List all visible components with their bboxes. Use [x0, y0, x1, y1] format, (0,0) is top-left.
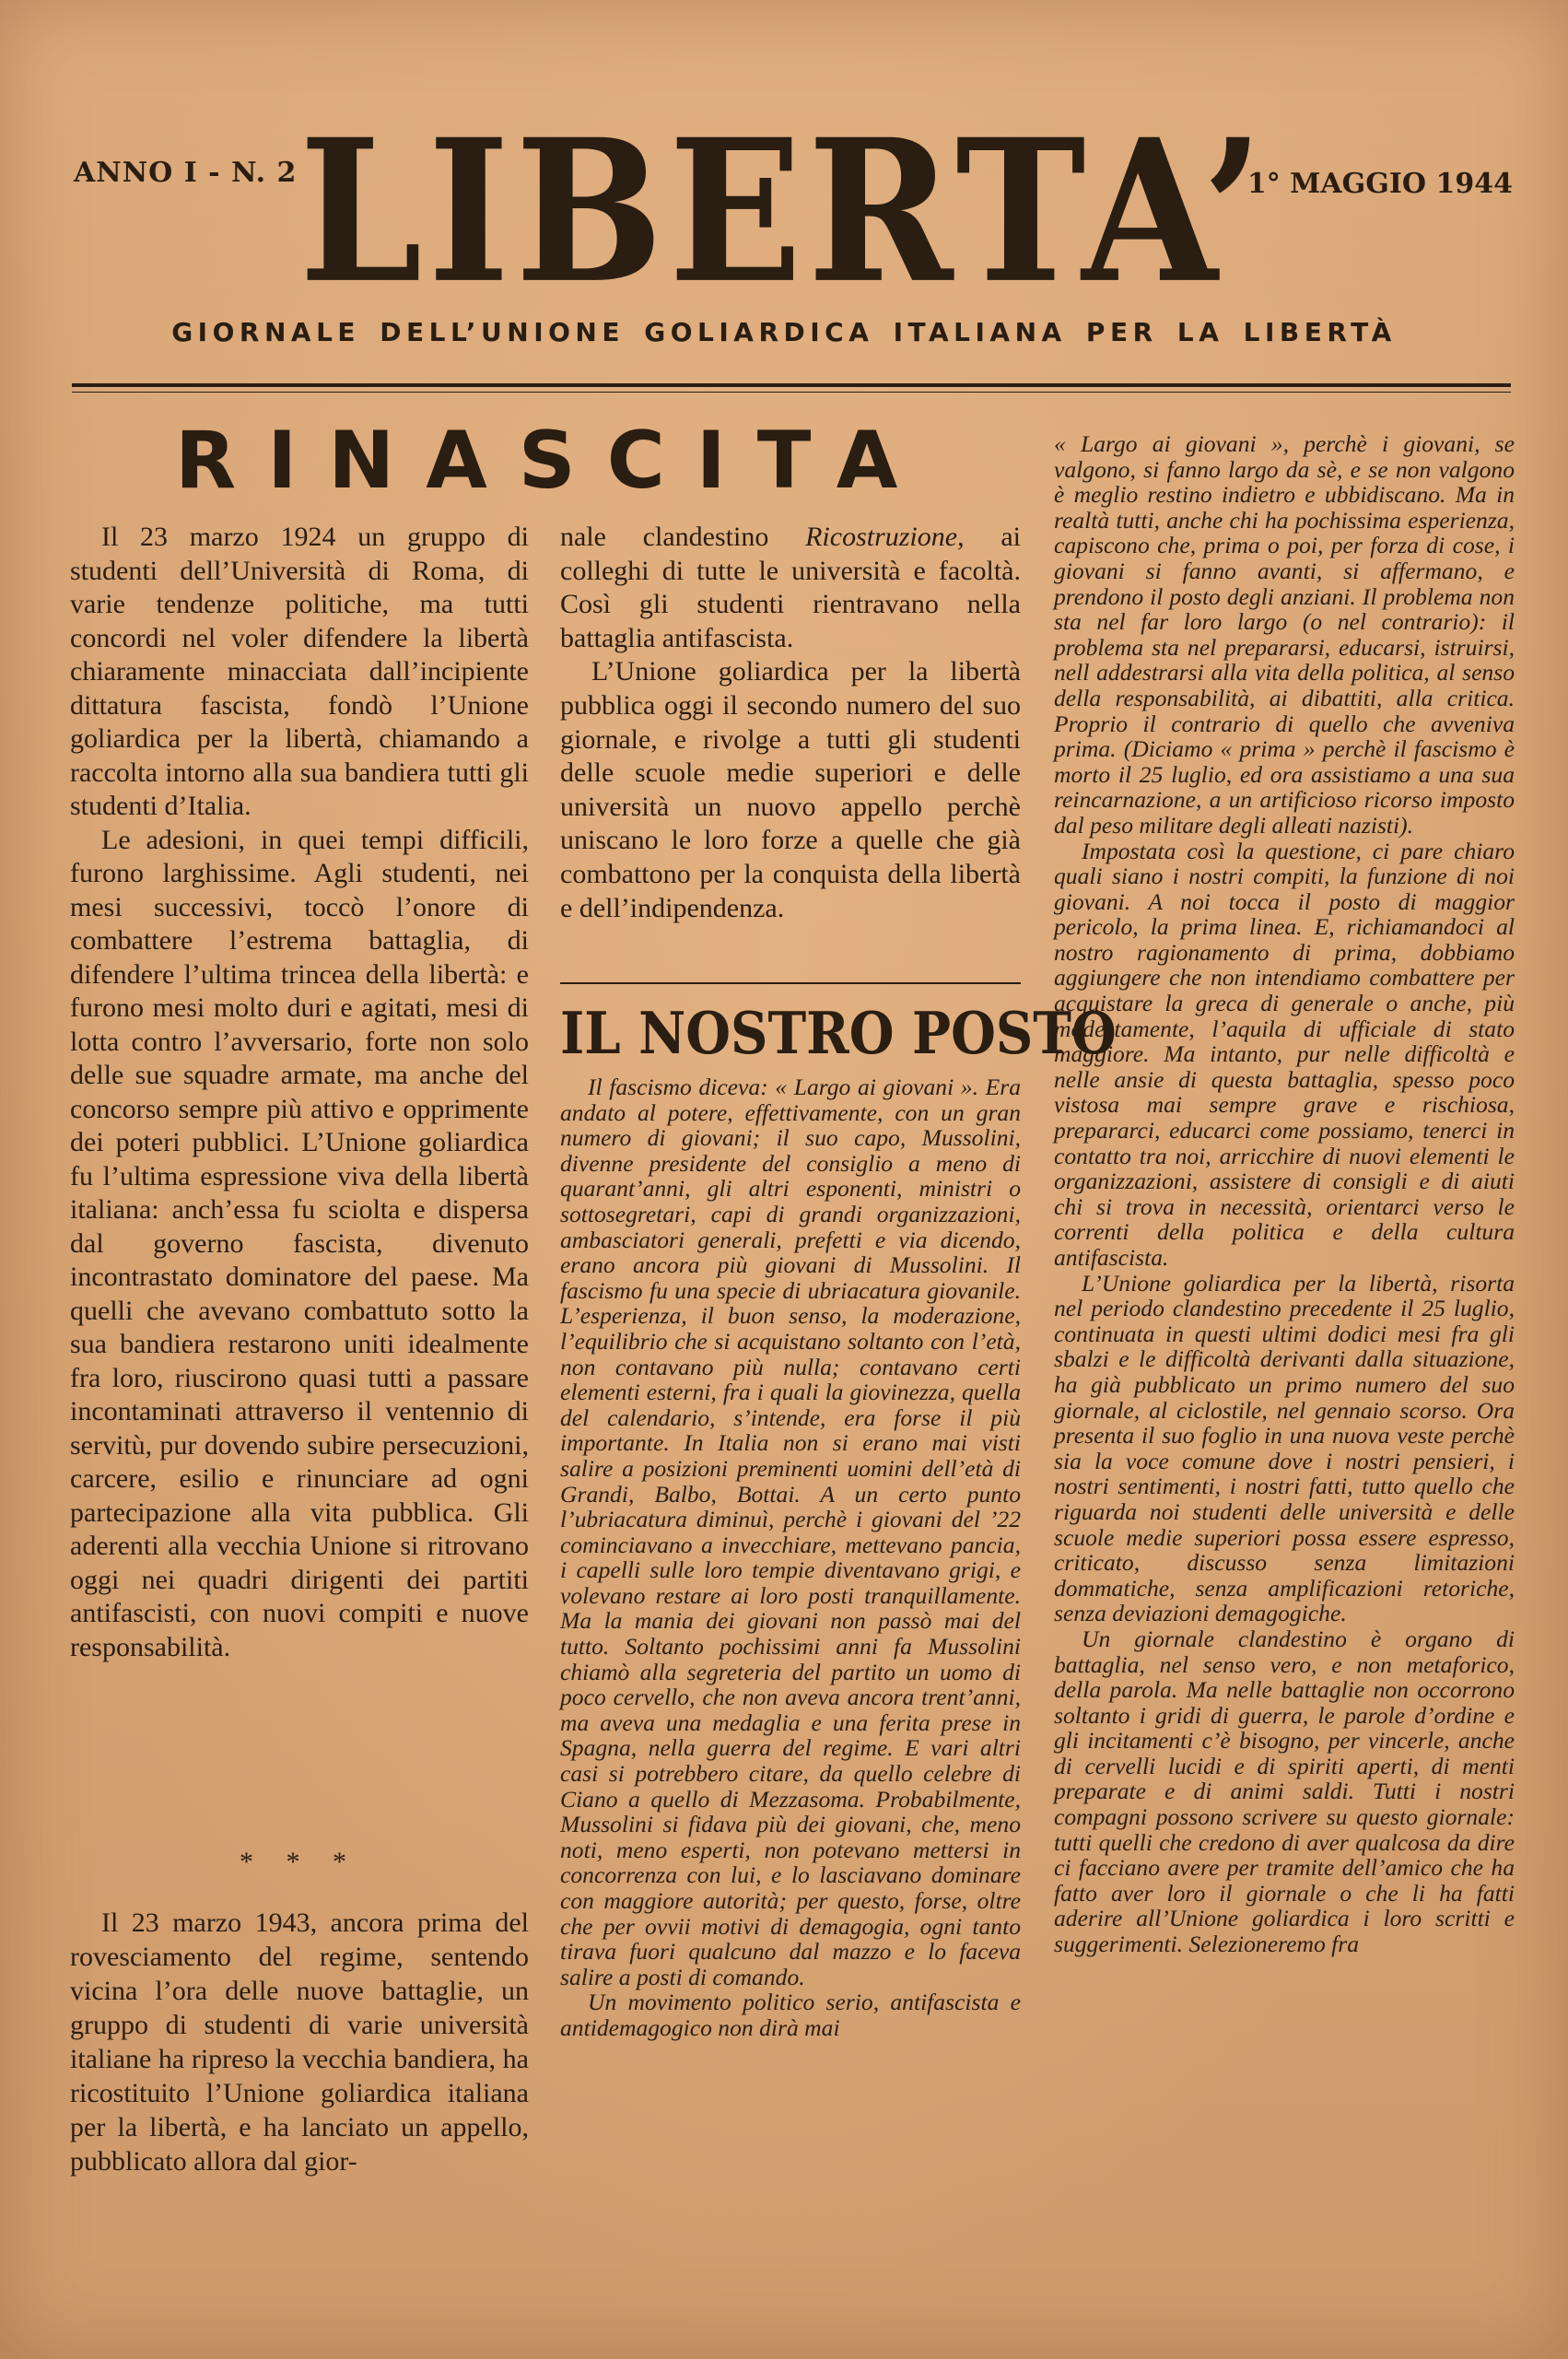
issue-number: ANNO I - N. 2: [74, 157, 298, 189]
header-rule-thin: [72, 392, 1511, 393]
masthead-title: LIBERTA’: [298, 96, 1270, 327]
paragraph: L’Unione goliardica per la libertà, risorta nel periodo clandestino precedente il 25 luglio, continuata in questi ultimi dodici mesi fra gli sbalzi e le difficoltà derivanti dalla situazione, ha già pubblicato un primo numero del suo giornale, al ciclostile, nel gennaio scorso. Ora presenta il suo foglio in una nuova veste perchè sia la voce comune dove i nostri pensieri, i nostri sentimenti, i nostri fatti, tutto quello che riguarda noi studenti delle università e delle scuole medie superiori possa essere espresso, criticato, discusso senza limitazioni dommatiche, senza amplificazioni retoriche, senza deviazioni demagogiche.: [1054, 1269, 1515, 1627]
paragraph: [560, 521, 1021, 655]
article-title-rinascita: RINASCITA: [175, 415, 930, 507]
paragraph: Il 23 marzo 1924 un gruppo di studenti dell’Università di Roma, di varie tendenze politiche, ma tutti concordi nel voler difendere la libertà chiaramente minacciata dall’incipiente dittatura fascista, fondò l’Unione goliardica per la libertà, chiamando a raccolta intorno alla sua bandiera tutti gli studenti d’Italia.: [70, 522, 529, 821]
article-rinascita-col1: [70, 521, 529, 1664]
text-span: , ai colleghi di tutte le università e facoltà. Così gli studenti rientravano nella battaglia antifascista.: [560, 522, 1021, 653]
article-title-il-nostro-posto: IL NOSTRO POSTO: [560, 1000, 1117, 1068]
article-posto-col2: [560, 1074, 1021, 2041]
paragraph: L’Unione goliardica per la libertà pubblica oggi il secondo numero del suo giornale, e rivolge a tutti gli studenti delle scuole medie superiori e delle università un nuovo appello perchè uniscano le loro forze a quelle che già combattono per la conquista della libertà e dell’indipendenza.: [560, 656, 1021, 923]
paragraph: « Largo ai giovani », perchè i giovani, se valgono, si fanno largo da sè, e se non valgono è meglio restino indietro e ubbidiscano. Ma in realtà tutti, anche chi ha pochissima esperienza, capiscono che, prima o poi, per forza di cose, i giovani si fanno avanti, si affermano, e prendono il posto degli anziani. Il problema non sta nel far loro largo (o nel contrario): il problema sta nel prepararsi, educarsi, istruirsi, nell addestrarsi alla vita della politica, al senso della responsabilità, ai dibattiti, alla critica. Proprio il contrario di quello che avveniva prima. (Diciamo « prima » perchè il fascismo è morto il 25 luglio, ed ora assistiamo a una sua reincarnazione, a un artificioso ricorso imposto dal peso militare degli alleati nazisti).: [1054, 430, 1515, 839]
paragraph: Impostata così la questione, ci pare chiaro quali siano i nostri compiti, la funzione di noi giovani. A noi tocca il posto di maggior pericolo, la prima linea. E, richiamandoci al nostro ragionamento di prima, dobbiamo aggiungere che non intendiamo combattere per acquistare la greca di generale o anche, più modestamente, l’aquila di ufficiale di stato maggiore. Ma intanto, pur nelle difficoltà e nelle ansie di questa battaglia, spesso poco vistosa mai sempre grave e rischiosa, prepararci, educarci come possiamo, tenerci in contatto tra noi, arricchire di nuovi elementi le organizzazioni, assistere di consigli e di aiuti chi si trova in necessità, orientarci verso le correnti della politica e della cultura antifascista.: [1054, 837, 1515, 1271]
masthead-subtitle: GIORNALE DELL’UNIONE GOLIARDICA ITALIANA PER LA LIBERTÀ: [171, 317, 1397, 347]
article-rinascita-col2: [560, 521, 1021, 925]
paragraph: Le adesioni, in quei tempi difficili, furono larghissime. Agli studenti, nei mesi successivi, toccò l’onore di combattere l’estrema battaglia, di difendere l’ultima trincea della libertà: e furono mesi molto duri e agitati, mesi di lotta contro l’avversario, forte non solo delle sue squadre armate, ma anche del concorso sempre più attivo e opprimente dei poteri pubblici. L’Unione goliardica fu l’ultima espressione viva della libertà italiana: anch’essa fu sciolta e dispersa dal governo fascista, divenuto incontrastato dominatore del paese. Ma quelli che avevano combattuto sotto la sua bandiera restarono uniti idealmente fra loro, riuscirono quasi tutti a passare incontaminati attraverso il ventennio di servitù, pur dovendo subire persecuzioni, carcere, esilio e rinunciare ad ogni partecipazione alla vita pubblica. Gli aderenti alla vecchia Unione si ritrovano oggi nei quadri dirigenti dei partiti antifascisti, con nuovi compiti e nuove responsabilità.: [70, 824, 529, 1662]
article-rinascita-col1-after: [70, 1906, 529, 2178]
article-posto-col3: [1054, 431, 1515, 1957]
paragraph: Un giornale clandestino è organo di battaglia, nel senso vero, e non metaforico, della parola. Ma nelle battaglie non occorrono soltanto i gridi di guerra, le parole d’ordine e gli incitamenti c’è bisogno, per vincerle, anche di cervelli lucidi e di spiriti aperti, di menti preparate e di animi saldi. Tutti i nostri compagni possono scrivere su questo giornale: tutti quelli che credono di aver qualcosa da dire ci facciano avere per tramite dell’amico che ha fatto aver loro il giornale o che li ha fatti aderire all’Unione goliardica i loro scritti e suggerimenti. Selezioneremo fra: [1054, 1625, 1515, 1958]
section-separator: * * *: [240, 1847, 359, 1877]
newspaper-name: Ricostruzione: [805, 522, 958, 552]
text-span: nale clandestino: [560, 522, 769, 552]
paragraph: Un movimento politico serio, antifascista e antidemagogico non dirà mai: [560, 1989, 1021, 2041]
header-rule-thick: [72, 383, 1511, 387]
issue-date: 1° MAGGIO 1944: [1246, 168, 1513, 200]
column-rule: [560, 982, 1021, 984]
paragraph: Il 23 marzo 1943, ancora prima del rovesciamento del regime, sentendo vicina l’ora delle nuove battaglie, un gruppo di studenti di varie università italiane ha ripreso la vecchia bandiera, ha ricostituito l’Unione goliardica italiana per la libertà, e ha lanciato un appello, pubblicato allora dal gior-: [70, 1907, 529, 2177]
paragraph: Il fascismo diceva: « Largo ai giovani ». Era andato al potere, effettivamente, con un gran numero di giovani; il suo capo, Mussolini, divenne presidente del consiglio a meno di quarant’anni, gli altri esponenti, ministri o sottosegretari, capi di grandi organizzazioni, ambasciatori generali, prefetti e via dicendo, erano ancora più giovani di Mussolini. Il fascismo fu una specie di ubriacatura giovanile. L’esperienza, il buon senso, la moderazione, l’equilibrio che si acquistano soltanto con l’età, non contavano più nulla; contavano certi elementi esterni, fra i quali la giovinezza, quella del calendario, s’intende, era forse il più importante. In Italia non si erano mai visti salire a posizioni preminenti uomini dell’età di Grandi, Balbo, Bottai. A un certo punto l’ubriacatura diminuì, perchè i giovani del ’22 cominciavano a invecchiare, mettevano pancia, i capelli sulle loro tempie diventavano grigi, e volevano restare ai loro posti tranquillamente. Ma la mania dei giovani non passò mai del tutto. Soltanto pochissimi anni fa Mussolini chiamò alla segreteria del partito un uomo di poco cervello, che non aveva ancora trent’anni, ma aveva una medaglia e una ferita prese in Spagna, nella guerra del regime. E vari altri casi si potrebbero citare, da quello celebre di Ciano a quello di Mezzasoma. Probabilmente, Mussolini si fidava più dei giovani, che, meno noti, meno esperti, non potevano mettersi in concorrenza con lui, e lo lasciavano dominare con maggiore autorità; per questo, forse, oltre che per ovvii motivi di demagogia, ogni tanto tirava fuori qualcuno dal mazzo e lo faceva salire a posti di comando.: [560, 1074, 1021, 1990]
